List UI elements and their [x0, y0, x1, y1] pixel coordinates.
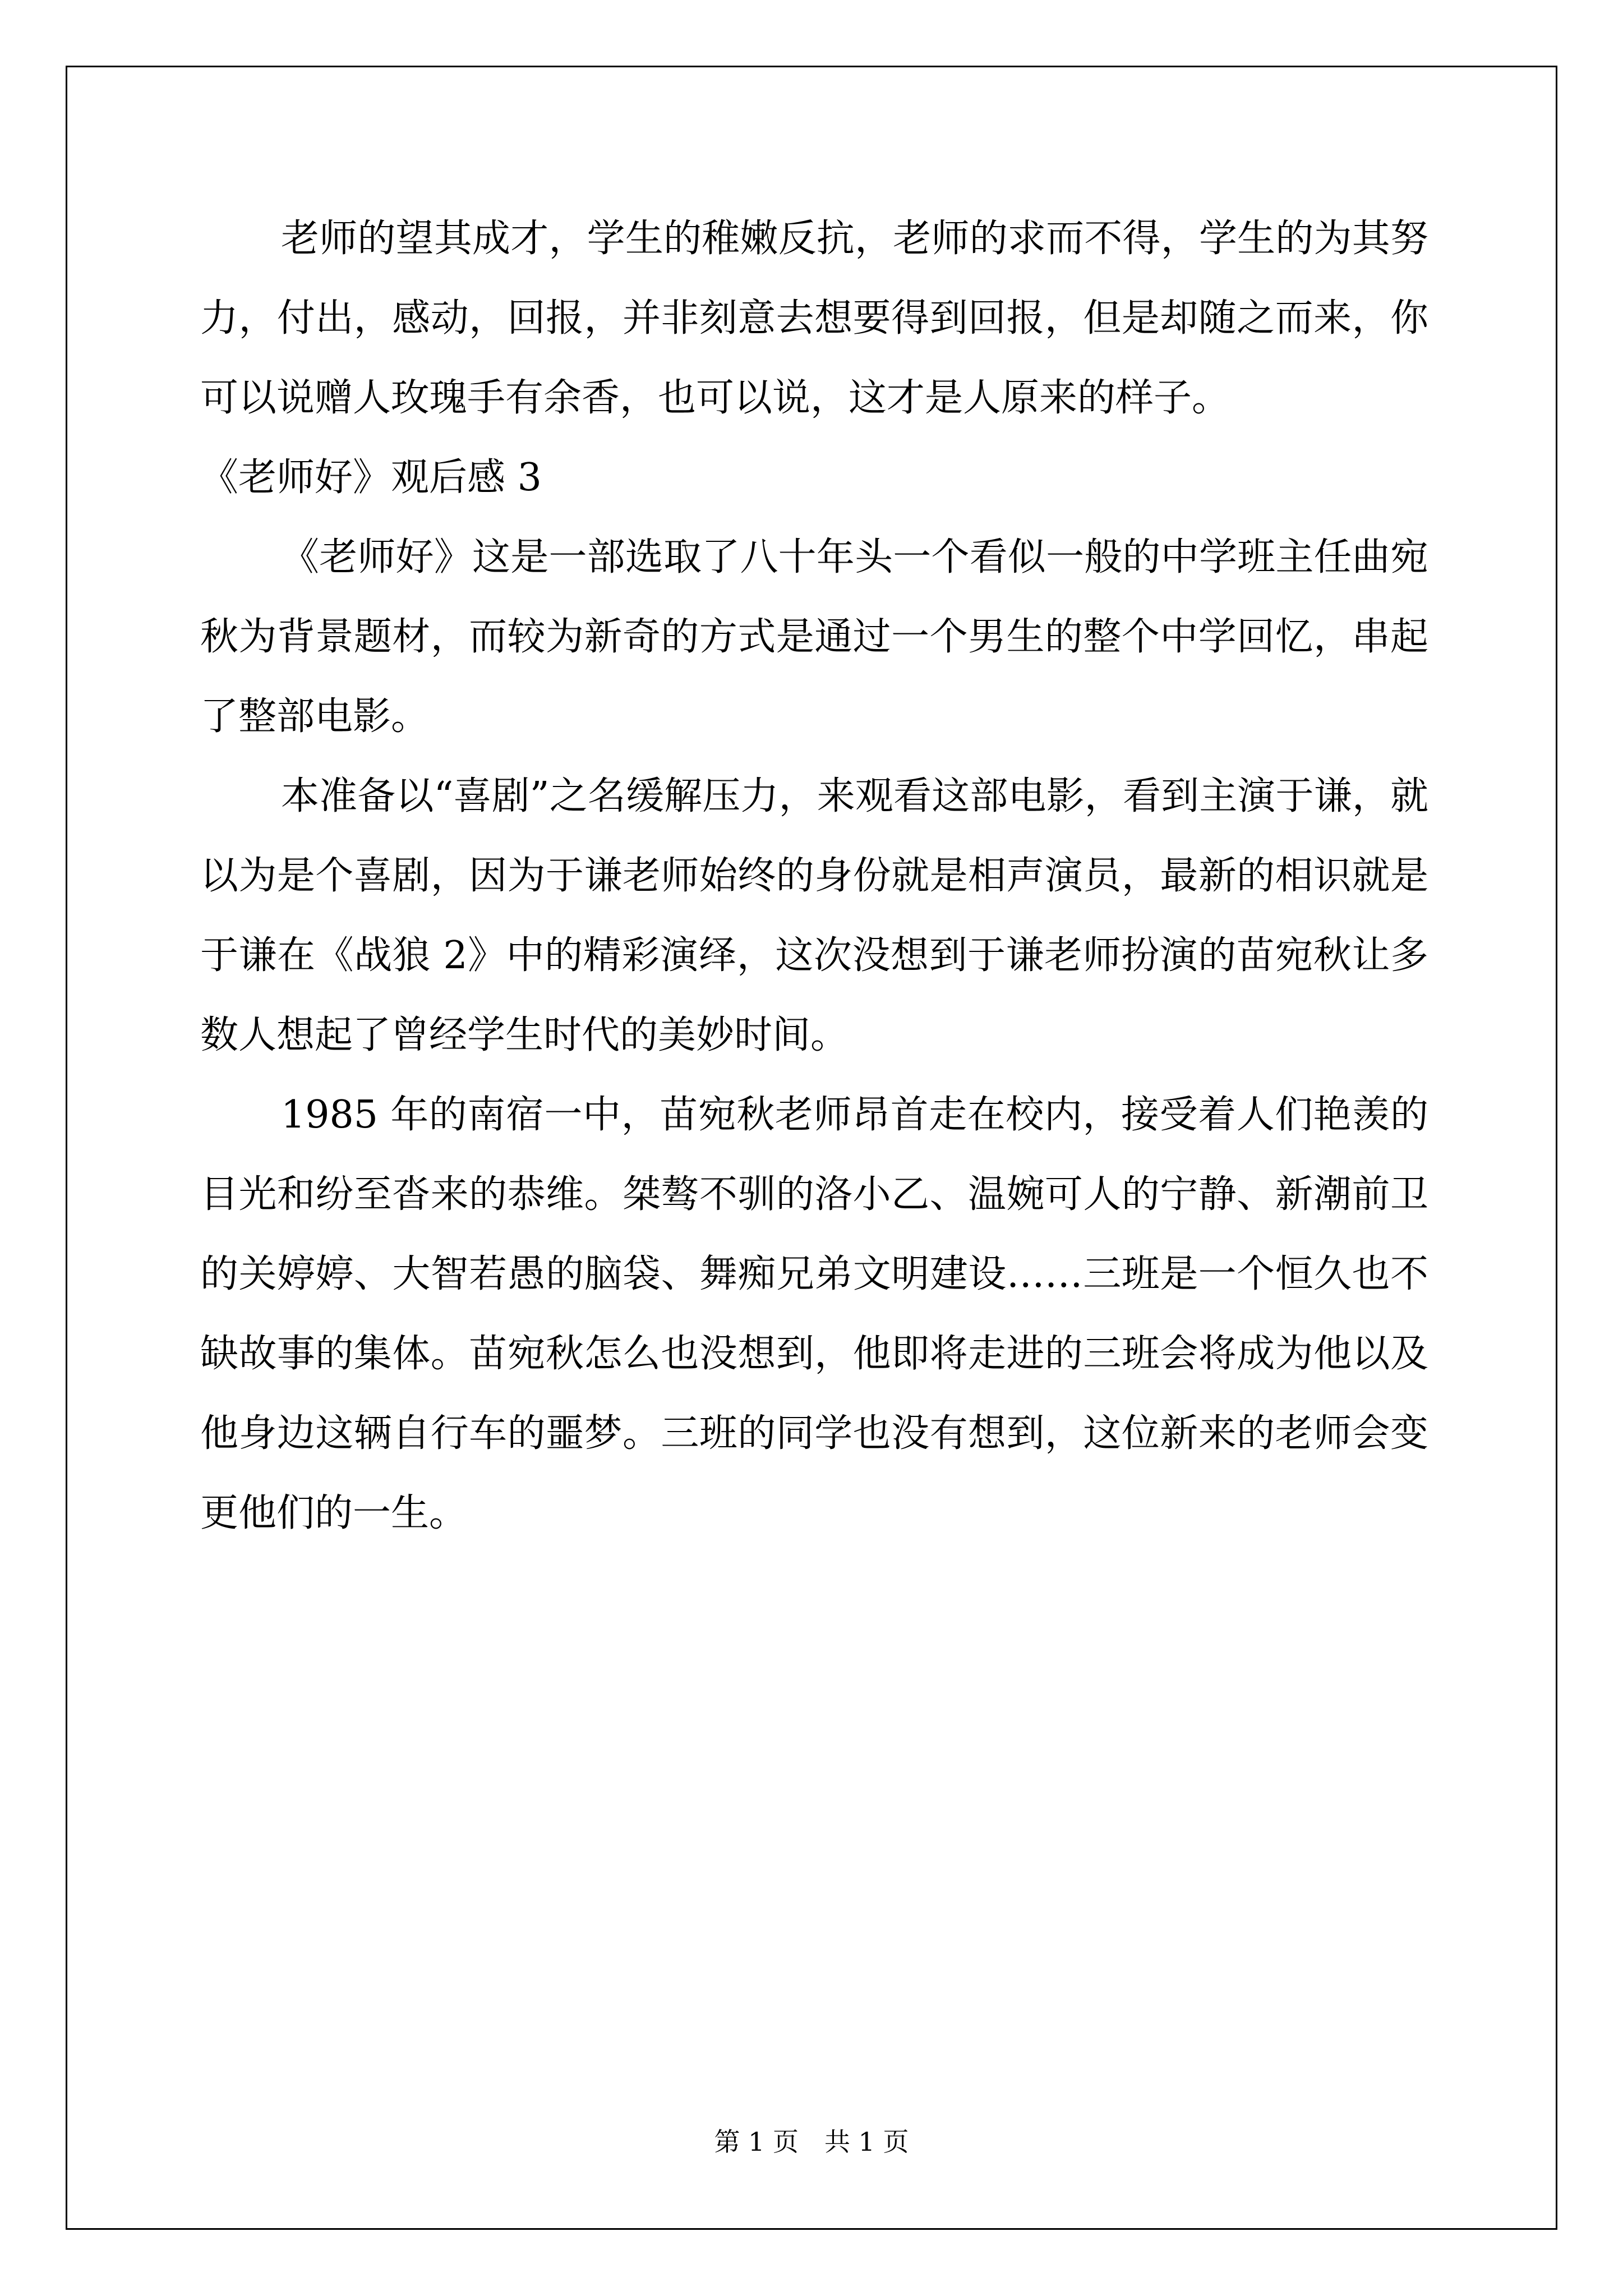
paragraph-2: 《老师好》这是一部选取了八十年头一个看似一般的中学班主任曲宛秋为背景题材，而较为新奇的方式是通过一个男生的整个中学回忆，串起了整部电影。	[200, 535, 1428, 739]
document-body	[200, 199, 1428, 1553]
section-heading: 《老师好》观后感 3	[200, 455, 542, 500]
paragraph-3: 本准备以“喜剧”之名缓解压力，来观看这部电影，看到主演于谦，就以为是个喜剧，因为于谦老师始终的身份就是相声演员，最新的相识就是于谦在《战狼 2》中的精彩演绎，这次没想到于谦老师扮演的苗宛秋让多数人想起了曾经学生时代的美妙时间。	[200, 774, 1428, 1057]
paragraph-1: 老师的望其成才，学生的稚嫩反抗，老师的求而不得，学生的为其努力，付出，感动，回报，并非刻意去想要得到回报，但是却随之而来，你可以说赠人玫瑰手有余香，也可以说，这才是人原来的样子。	[200, 217, 1428, 420]
paragraph-4: 1985 年的南宿一中，苗宛秋老师昂首走在校内，接受着人们艳羡的目光和纷至沓来的恭维。桀骜不驯的洛小乙、温婉可人的宁静、新潮前卫的关婷婷、大智若愚的脑袋、舞痴兄弟文明建设……三班是一个恒久也不缺故事的集体。苗宛秋怎么也没想到，他即将走进的三班会将成为他以及他身边这辆自行车的噩梦。三班的同学也没有想到，这位新来的老师会变更他们的一生。	[200, 1093, 1428, 1535]
page-footer: 第 1 页 共 1 页	[714, 2127, 909, 2157]
